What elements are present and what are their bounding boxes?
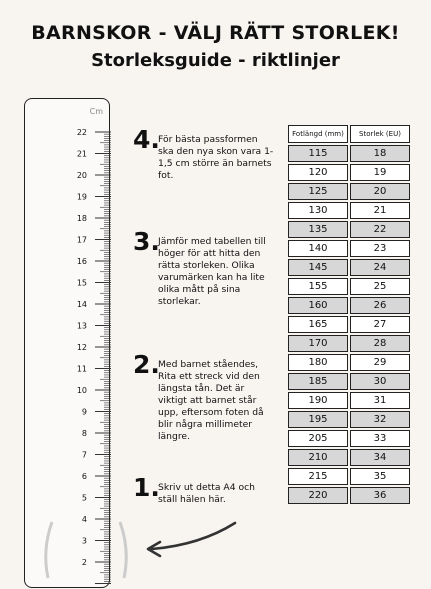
table-row	[288, 316, 410, 333]
foot-length-cell: 130	[288, 202, 348, 219]
step-text: Med barnet ståendes, Rita ett streck vid den längsta tån. Det är viktigt att barnet står upp, eftersom foten då blir några millimeter längre.	[158, 359, 264, 442]
ruler-label: 22	[76, 128, 87, 137]
arrow-icon	[140, 515, 240, 560]
table-row	[288, 183, 410, 200]
table-row	[288, 411, 410, 428]
size-cell: 30	[350, 373, 410, 390]
size-cell: 28	[350, 335, 410, 352]
foot-length-cell: 165	[288, 316, 348, 333]
ruler-label: 3	[81, 536, 87, 546]
step-text: Skriv ut detta A4 och ställ hälen här.	[158, 482, 255, 505]
ruler-label: 17	[76, 235, 87, 245]
foot-length-cell: 145	[288, 259, 348, 276]
ruler-label: 10	[76, 386, 87, 395]
ruler-label: 19	[76, 192, 87, 202]
size-cell: 31	[350, 392, 410, 409]
size-cell: 35	[350, 468, 410, 485]
size-cell: 25	[350, 278, 410, 295]
table-row	[288, 259, 410, 276]
table-row	[288, 202, 410, 219]
table-row	[288, 392, 410, 409]
table-row	[288, 221, 410, 238]
foot-length-cell: 220	[288, 487, 348, 504]
size-cell: 29	[350, 354, 410, 371]
foot-length-cell: 160	[288, 297, 348, 314]
page-title: BARNSKOR - VÄLJ RÄTT STORLEK!	[31, 22, 400, 44]
foot-length-cell: 135	[288, 221, 348, 238]
size-cell: 24	[350, 259, 410, 276]
size-cell: 21	[350, 202, 410, 219]
ruler-label: 6	[81, 472, 87, 481]
size-table	[286, 123, 412, 506]
foot-length-cell: 140	[288, 240, 348, 257]
step-number: 2.	[133, 350, 160, 379]
ruler-unit-label: Cm	[89, 107, 103, 116]
size-cell: 22	[350, 221, 410, 238]
heel-outline-icon	[38, 520, 138, 580]
ruler-label: 9	[81, 407, 87, 417]
ruler-label: 12	[76, 343, 87, 352]
foot-length-cell: 185	[288, 373, 348, 390]
foot-length-cell: 215	[288, 468, 348, 485]
size-cell: 34	[350, 449, 410, 466]
ruler	[24, 98, 110, 588]
size-cell: 19	[350, 164, 410, 181]
table-row	[288, 335, 410, 352]
ruler-label: 11	[76, 364, 87, 374]
step-text: Jämför med tabellen till höger för att hitta den rätta storleken. Olika varumärken kan ha lite olika mått på sina storlekar.	[158, 236, 266, 307]
step-number: 1.	[133, 473, 160, 502]
table-row	[288, 430, 410, 447]
ruler-label: 8	[81, 429, 87, 438]
table-row	[288, 468, 410, 485]
table-row	[288, 240, 410, 257]
size-cell: 36	[350, 487, 410, 504]
table-row	[288, 354, 410, 371]
table-row	[288, 449, 410, 466]
table-header-row	[288, 125, 410, 143]
ruler-label: 20	[76, 171, 87, 180]
size-cell: 18	[350, 145, 410, 162]
ruler-label: 5	[81, 493, 87, 503]
size-cell: 27	[350, 316, 410, 333]
size-cell: 26	[350, 297, 410, 314]
column-header-size: Storlek (EU)	[350, 125, 410, 143]
column-header-foot-length: Fotlängd (mm)	[288, 125, 348, 143]
ruler-label: 7	[81, 450, 87, 460]
table-row	[288, 278, 410, 295]
foot-length-cell: 180	[288, 354, 348, 371]
ruler-label: 18	[76, 214, 87, 223]
ruler-label: 13	[76, 321, 87, 331]
step-text: För bästa passformen ska den nya skon vara 1-1,5 cm större än barnets fot.	[158, 134, 274, 181]
foot-length-cell: 205	[288, 430, 348, 447]
ruler-scale	[25, 99, 111, 589]
foot-length-cell: 170	[288, 335, 348, 352]
table-row	[288, 164, 410, 181]
foot-length-cell: 210	[288, 449, 348, 466]
foot-length-cell: 195	[288, 411, 348, 428]
table-row	[288, 297, 410, 314]
size-cell: 33	[350, 430, 410, 447]
table-row	[288, 145, 410, 162]
step-number: 4.	[133, 125, 160, 154]
step-number: 3.	[133, 227, 160, 256]
ruler-label: 14	[76, 300, 87, 309]
foot-length-cell: 120	[288, 164, 348, 181]
page-subtitle: Storleksguide - riktlinjer	[91, 50, 340, 71]
ruler-label: 15	[76, 278, 87, 288]
foot-length-cell: 190	[288, 392, 348, 409]
table-row	[288, 373, 410, 390]
size-cell: 32	[350, 411, 410, 428]
foot-length-cell: 125	[288, 183, 348, 200]
table-row	[288, 487, 410, 504]
ruler-label: 4	[81, 515, 87, 524]
size-cell: 23	[350, 240, 410, 257]
size-cell: 20	[350, 183, 410, 200]
foot-length-cell: 115	[288, 145, 348, 162]
ruler-label: 16	[76, 257, 87, 266]
ruler-label: 21	[76, 149, 87, 159]
ruler-label: 2	[81, 558, 87, 567]
foot-length-cell: 155	[288, 278, 348, 295]
